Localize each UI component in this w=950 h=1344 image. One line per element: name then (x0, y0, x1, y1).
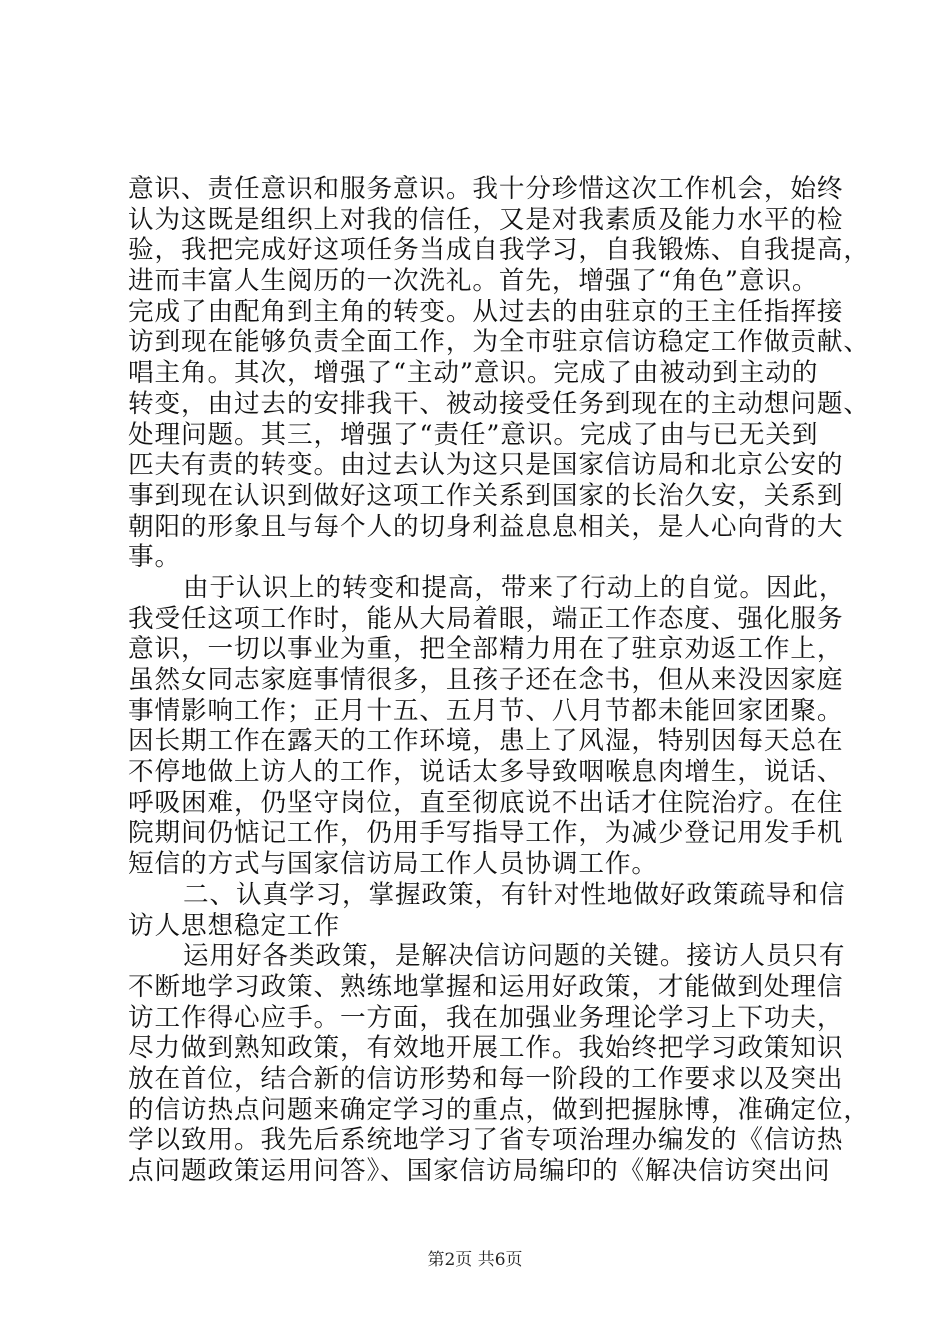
section-heading (128, 879, 846, 941)
heading-line: 访人思想稳定工作 (128, 910, 340, 941)
text-line: 学以致用。我先后系统地学习了省专项治理办编发的《信访热 (128, 1125, 844, 1156)
text-line: 意识、责任意识和服务意识。我十分珍惜这次工作机会，始终 (128, 174, 844, 204)
text-line: 意识，一切以事业为重，把全部精力用在了驻京劝返工作上， (128, 634, 844, 665)
text-line: 事到现在认识到做好这项工作关系到国家的长治久安，关系到 (128, 480, 844, 511)
text-line: 由于认识上的转变和提高，带来了行动上的自觉。因此， (183, 572, 846, 603)
text-line: 运用好各类政策，是解决信访问题的关键。接访人员只有 (183, 941, 846, 972)
text-line: 事情影响工作；正月十五、五月节、八月节都未能回家团聚。 (128, 695, 844, 726)
text-line: 短信的方式与国家信访局工作人员协调工作。 (128, 849, 658, 880)
text-line: 认为这既是组织上对我的信任，又是对我素质及能力水平的检 (128, 204, 844, 235)
text-line: 唱主角。其次，增强了“主动”意识。完成了由被动到主动的 (128, 358, 819, 389)
text-line: 尽力做到熟知政策，有效地开展工作。我始终把学习政策知识 (128, 1033, 844, 1064)
text-line: 匹夫有责的转变。由过去认为这只是国家信访局和北京公安的 (128, 450, 844, 481)
text-line: 进而丰富人生阅历的一次洗礼。首先，增强了“角色”意识。 (128, 266, 819, 297)
text-line: 不停地做上访人的工作，说话太多导致咽喉息肉增生，说话、 (128, 757, 844, 788)
paragraph-2 (128, 572, 846, 880)
page-number: 第2页 共6页 (427, 1250, 523, 1270)
text-line: 院期间仍惦记工作，仍用手写指导工作，为减少登记用发手机 (128, 818, 844, 849)
text-line: 朝阳的形象且与每个人的切身利益息息相关，是人心向背的大 (128, 511, 844, 542)
text-line: 呼吸困难，仍坚守岗位，直至彻底说不出话才住院治疗。在住 (128, 787, 844, 818)
text-line: 因长期工作在露天的工作环境，患上了风湿，特别因每天总在 (128, 726, 844, 757)
text-line: 虽然女同志家庭事情很多，且孩子还在念书，但从来没因家庭 (128, 665, 844, 695)
page-footer (0, 1245, 950, 1270)
text-line: 点问题政策运用问答》、国家信访局编印的《解决信访突出问 (128, 1156, 831, 1186)
text-line: 访工作得心应手。一方面，我在加强业务理论学习上下功夫， (128, 1002, 844, 1033)
text-line: 访到现在能够负责全面工作，为全市驻京信访稳定工作做贡献、 (128, 327, 870, 358)
body-text (128, 174, 870, 1187)
text-line: 处理问题。其三，增强了“责任”意识。完成了由与已无关到 (128, 419, 819, 450)
paragraph-3 (128, 941, 870, 1187)
text-line: 事。 (128, 542, 181, 573)
paragraph-1 (128, 174, 870, 573)
text-line: 转变，由过去的安排我干、被动接受任务到现在的主动想问题、 (128, 388, 870, 419)
text-line: 不断地学习政策、熟练地掌握和运用好政策，才能做到处理信 (128, 971, 844, 1002)
text-line: 完成了由配角到主角的转变。从过去的由驻京的王主任指挥接 (128, 296, 844, 327)
text-line: 放在首位，结合新的信访形势和每一阶段的工作要求以及突出 (128, 1063, 844, 1094)
text-line: 的信访热点问题来确定学习的重点，做到把握脉博，准确定位， (128, 1094, 870, 1125)
text-line: 验，我把完成好这项任务当成自我学习，自我锻炼、自我提高， (128, 235, 870, 266)
text-line: 我受任这项工作时，能从大局着眼，端正工作态度、强化服务 (128, 603, 844, 634)
heading-line: 二、认真学习，掌握政策，有针对性地做好政策疏导和信 (183, 879, 846, 910)
